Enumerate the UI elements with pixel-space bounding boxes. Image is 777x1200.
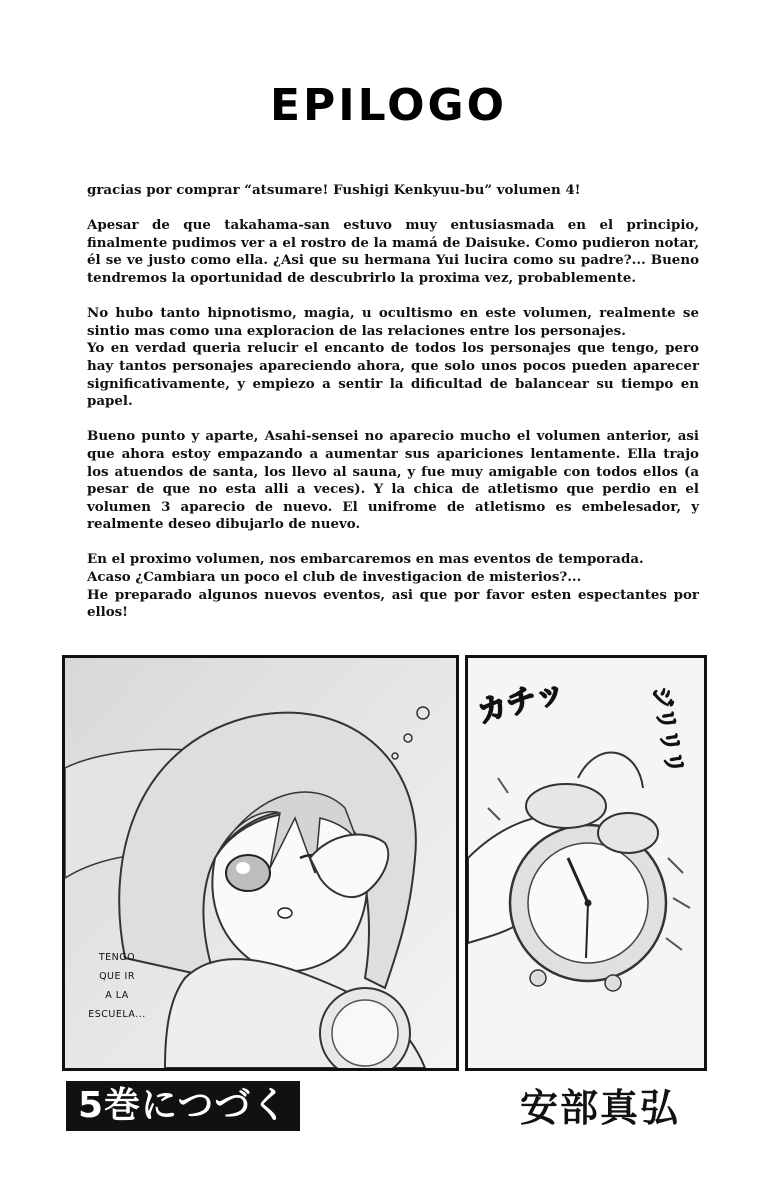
- alarm-clock-illustration: [468, 658, 704, 1068]
- paragraph-relationships: No hubo tanto hipnotismo, magia, u ocultismo en este volumen, realmente se sintio mas como una exploracion de las relaciones entre los personajes.: [87, 305, 699, 339]
- paragraph-daisuke-mother: Apesar de que takahama-san estuvo muy entusiasmada en el principio, finalmente pudimos ver a el rostro de la mamá de Daisuke. Como pudieron notar, él se ve justo como ella. ¿Asi que su hermana Yui lucira como su padre?... Bueno tendremos la oportunidad de descubrirlo la proxima vez, probablemente.: [87, 217, 699, 286]
- speech-bubble: [72, 948, 162, 1024]
- paragraph-new-events: He preparado algunos nuevos eventos, asi que por favor esten espectantes por ellos!: [87, 586, 699, 621]
- paragraph-club-question: Acaso ¿Cambiara un poco el club de investigacion de misterios?...: [87, 569, 582, 586]
- comic-panel-alarm-clock: [465, 655, 707, 1071]
- sfx-ring: ジリリリ: [647, 684, 687, 776]
- page-title: EPILOGO: [269, 80, 508, 131]
- paragraph-thanks: gracias por comprar “atsumare! Fushigi Kenkyuu-bu” volumen 4!: [87, 182, 581, 198]
- epilogue-text: [87, 182, 699, 622]
- speech-line: QUE IR: [99, 971, 135, 982]
- sfx-katchi: カチッ: [473, 673, 569, 731]
- paragraph-characters: Yo en verdad queria relucir el encanto de todos los personajes que tengo, pero hay tantos personajes apareciendo ahora, que solo unos pocos pueden aparecer significativamente, y empiezo a sentir la dificultad de balancear su tiempo en papel.: [87, 340, 699, 410]
- speech-line: ESCUELA...: [88, 1009, 146, 1020]
- speech-line: TENGO: [98, 952, 136, 963]
- continued-label: 5巻につづく: [66, 1081, 300, 1131]
- author-name: 安部真弘: [520, 1086, 681, 1130]
- paragraph-asahi-sensei: Bueno punto y aparte, Asahi-sensei no aparecio mucho el volumen anterior, asi que ahora estoy empazando a aumentar sus apariciones lentamente. Ella trajo los atuendos de santa, los llevo al sauna, y fue muy amigable con todos ellos (a pesar de que no esta alli a veces). Y la chica de atletismo que perdio en el volumen 3 aparecio de nuevo. El unifrome de atletismo es embelesador, y realmente deseo dibujarlo de nuevo.: [87, 428, 699, 533]
- speech-line: A LA: [105, 990, 129, 1001]
- paragraph-next-volume: En el proximo volumen, nos embarcaremos en mas eventos de temporada.: [87, 551, 644, 568]
